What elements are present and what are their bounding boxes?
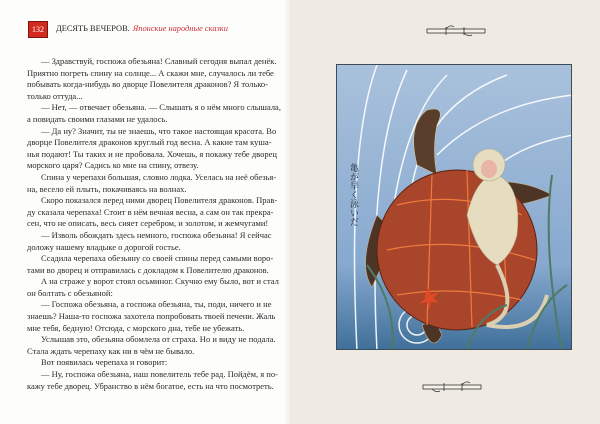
- text-line: кажу тебе дворец. Убранство в нём богатое, есть на что посмотреть.: [27, 380, 274, 391]
- calligraphy-text: 亀が早く泳いだ: [348, 163, 358, 226]
- text-line: — Здравствуй, госпожа обезьяна! Славный сегодня выпал денёк.: [41, 56, 277, 66]
- text-line: — Изволь обождать здесь немного, госпожа обезьяна! Я сейчас: [41, 229, 272, 240]
- text-line: Скоро показался перед ними дворец Повелителя драконов. Прав-: [41, 195, 278, 206]
- text-line: А на страже у ворот стоял осьминог. Скучно ему было, вот и стал: [41, 276, 279, 287]
- text-line: дворце Повелителя драконов круглый год весна. А какие там куша-: [27, 137, 272, 148]
- text-line: он болтать с обезьяной:: [27, 287, 113, 298]
- text-line: Ссадила черепаха обезьяну со своей спины перед самыми воро-: [41, 253, 274, 264]
- text-line: Услышав это, обезьяна обомлела от страха. Но и виду не подала.: [41, 334, 276, 345]
- bamboo-ornament-bottom: [422, 380, 484, 394]
- text-line: знаешь? Наша-то госпожа захотела попробовать твоей печени. Жаль: [27, 311, 276, 322]
- running-header: [56, 24, 228, 33]
- text-line: нья подают! Ты таких и не пробовала. Хочешь, я покажу тебе дворец: [27, 148, 277, 159]
- book-title: ДЕСЯТЬ ВЕЧЕРОВ.: [56, 24, 130, 33]
- text-line: доложу нашему владыке о дорогой гостье.: [27, 241, 181, 252]
- text-line: — Ну, госпожа обезьяна, наш повелитель тебе рад. Пойдём, я по-: [41, 369, 278, 380]
- text-line: только оттуда...: [27, 90, 83, 101]
- text-line: Стала ждать черепаху как ни в чём не бывало.: [27, 345, 195, 356]
- text-line: побывать когда-нибудь во дворце Повелителя драконов? Я только-: [27, 79, 268, 90]
- text-line: морского царя? Садись ко мне на спину, отвезу.: [27, 160, 199, 171]
- text-line: Вот появилась черепаха и говорит:: [41, 357, 168, 368]
- bamboo-ornament-top: [426, 24, 488, 38]
- text-line: на, весело ей плыть, покачиваясь на волнах.: [27, 183, 187, 194]
- turtle-monkey-illustration: [336, 64, 572, 350]
- page-number: 132: [28, 21, 48, 38]
- text-line: Приятно погреть спину на солнце... А скажи мне, случалось ли тебе: [27, 67, 274, 78]
- text-line: сен, что не описать, весь сияет серебром, и золотом, и жемчугами!: [27, 218, 269, 229]
- text-line: а повидать своими глазами не удалось.: [27, 113, 168, 124]
- book-subtitle: Японские народные сказки: [132, 24, 228, 33]
- text-line: ду сказала черепаха! Стоит в нём вечная весна, а сам он так прекра-: [27, 206, 274, 217]
- text-line: тами во дворец и отправилась с докладом к Повелителю драконов.: [27, 264, 269, 275]
- text-line: мне тебя, бедную! Отсюда, с морского дна, тебе не убежать.: [27, 322, 245, 333]
- text-line: — Да ну? Значит, ты не знаешь, что такое настоящая красота. Во: [41, 125, 277, 136]
- text-line: Спина у черепахи большая, словно лодка. Уселась на неё обезья-: [41, 171, 277, 182]
- text-line: — Госпожа обезьяна, а госпожа обезьяна, ты, поди, ничего и не: [41, 299, 272, 310]
- text-line: — Нет, — отвечает обезьяна. — Слышать я о нём много слышала,: [41, 102, 281, 113]
- story-text: [27, 56, 281, 392]
